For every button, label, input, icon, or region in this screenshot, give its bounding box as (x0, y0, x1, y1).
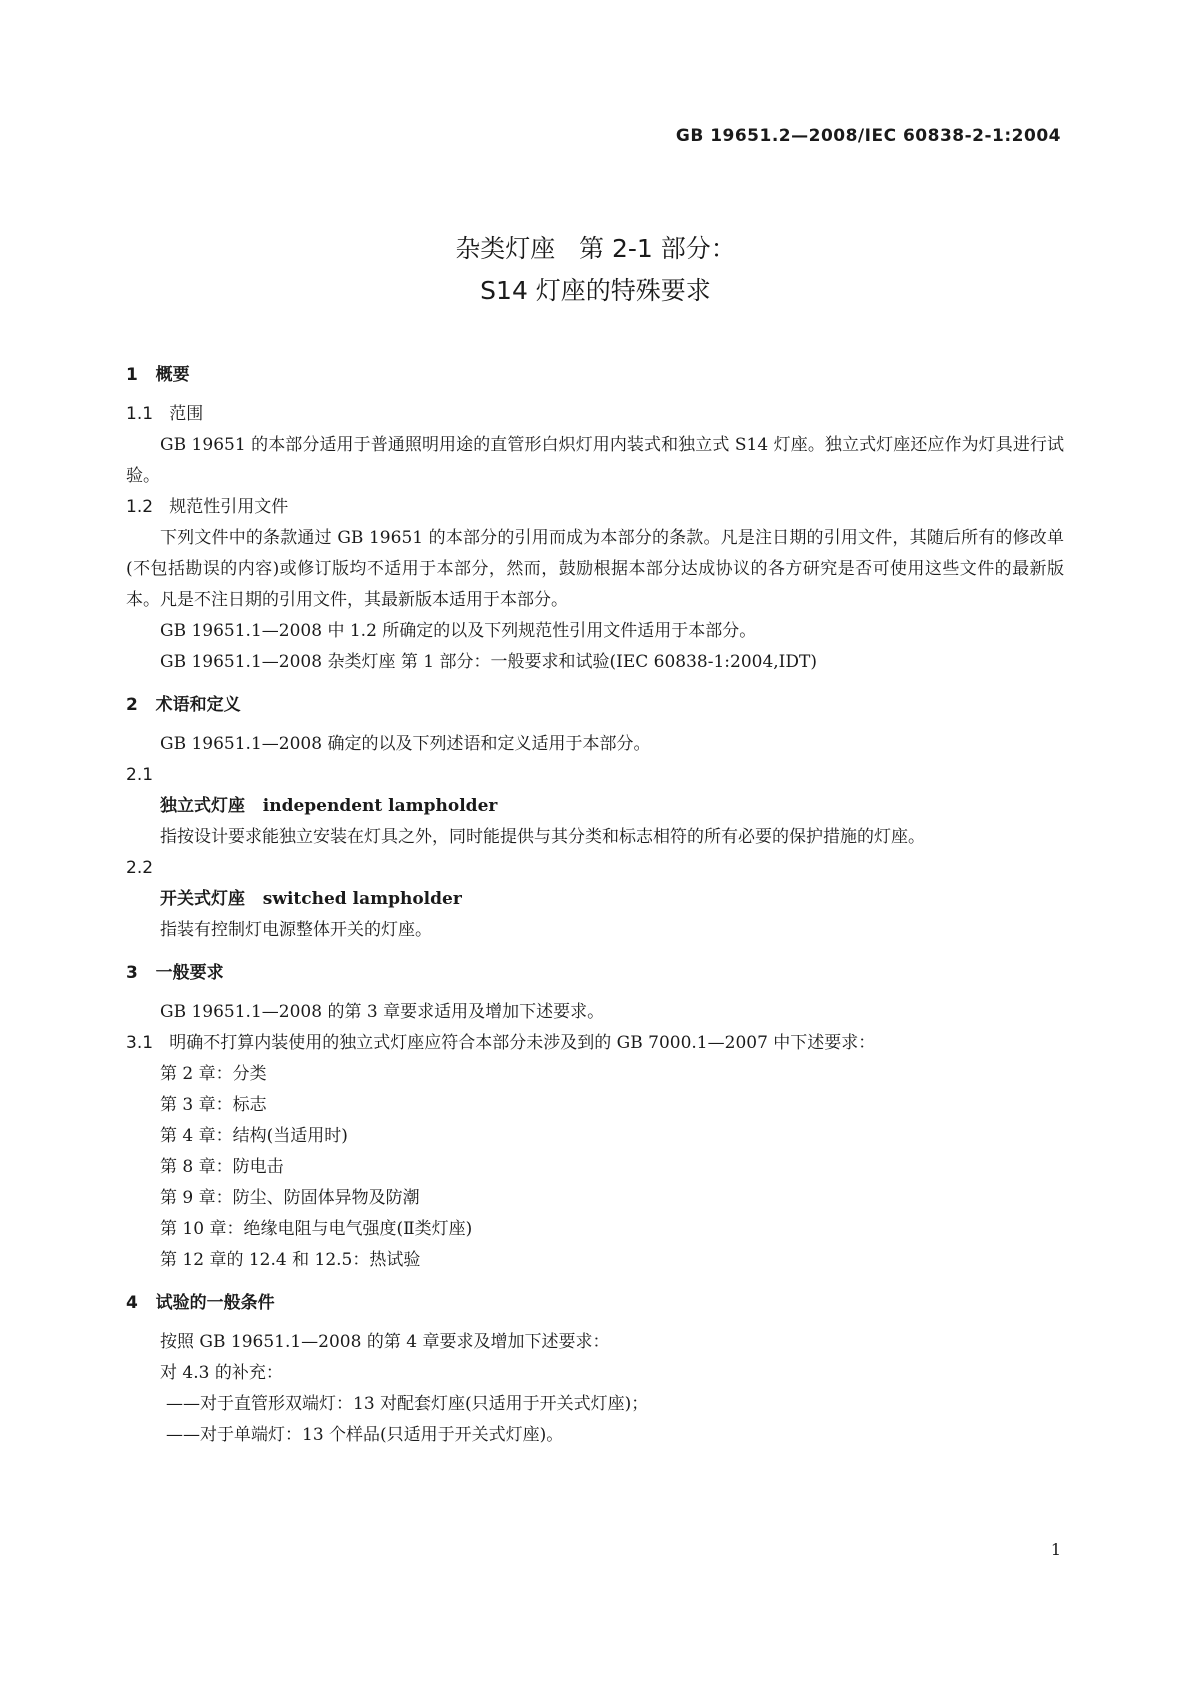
section-2-paragraph: GB 19651.1—2008 确定的以及下列述语和定义适用于本部分。 (160, 734, 651, 754)
list-item: 第 10 章：绝缘电阻与电气强度(Ⅱ类灯座) (160, 1219, 473, 1239)
definition-2-2-text: 指装有控制灯电源整体开关的灯座。 (160, 920, 432, 940)
definition-2-2-number: 2.2 (126, 858, 154, 878)
term-english: switched lampholder (262, 889, 462, 909)
document-body (126, 360, 1064, 1451)
page-number: 1 (1050, 1540, 1061, 1559)
list-item: 第 9 章：防尘、防固体异物及防潮 (160, 1188, 420, 1208)
definition-2-1-text: 指按设计要求能独立安装在灯具之外，同时能提供与其分类和标志相符的所有必要的保护措施的灯座。 (160, 827, 925, 847)
section-2-heading: 2 术语和定义 (126, 695, 241, 715)
section-4-paragraph-2: 对 4.3 的补充： (160, 1363, 283, 1383)
definition-2-1-term (126, 791, 1064, 822)
definition-2-2-term (126, 884, 1064, 915)
list-item: 第 3 章：标志 (160, 1095, 267, 1115)
list-item: 第 2 章：分类 (160, 1064, 267, 1084)
term-english: independent lampholder (262, 796, 498, 816)
definition-2-1-number: 2.1 (126, 765, 154, 785)
document-title (0, 228, 1191, 312)
section-4-heading: 4 试验的一般条件 (126, 1293, 275, 1313)
section-1-2-heading: 1.2 规范性引用文件 (126, 497, 289, 517)
section-1-1-paragraph: GB 19651 的本部分适用于普通照明用途的直管形白炽灯用内装式和独立式 S14 灯座。独立式灯座还应作为灯具进行试验。 (126, 435, 1064, 486)
standard-code: GB 19651.2—2008/IEC 60838-2-1:2004 (675, 126, 1061, 146)
clause-text: 明确不打算内装使用的独立式灯座应符合本部分未涉及到的 GB 7000.1—2007 中下述要求： (169, 1033, 876, 1053)
section-4-paragraph-1: 按照 GB 19651.1—2008 的第 4 章要求及增加下述要求： (160, 1332, 610, 1352)
section-1-1-heading: 1.1 范围 (126, 404, 204, 424)
term-chinese: 开关式灯座 (160, 889, 245, 909)
section-1-2-paragraph-2: GB 19651.1—2008 中 1.2 所确定的以及下列规范性引用文件适用于本部分。 (160, 621, 757, 641)
section-1-2-paragraph-1: 下列文件中的条款通过 GB 19651 的本部分的引用而成为本部分的条款。凡是注日期的引用文件，其随后所有的修改单(不包括勘误的内容)或修订版均不适用于本部分，然而，鼓励根据本部分达成协议的各方研究是否可使用这些文件的最新版本。凡是不注日期的引用文件，其最新版本适用于本部分。 (126, 528, 1064, 610)
title-line-1: 杂类灯座 第 2-1 部分： (455, 234, 736, 263)
term-chinese: 独立式灯座 (160, 796, 245, 816)
list-item: ——对于单端灯：13 个样品(只适用于开关式灯座)。 (166, 1425, 564, 1445)
section-3-1-clause (126, 1028, 1064, 1059)
list-item: 第 12 章的 12.4 和 12.5：热试验 (160, 1250, 421, 1270)
section-1-heading: 1 概要 (126, 365, 190, 385)
list-item: 第 4 章：结构(当适用时) (160, 1126, 348, 1146)
list-item: ——对于直管形双端灯：13 对配套灯座(只适用于开关式灯座)； (166, 1394, 649, 1414)
clause-number: 3.1 (126, 1033, 154, 1053)
title-line-2: S14 灯座的特殊要求 (480, 276, 711, 305)
normative-reference: GB 19651.1—2008 杂类灯座 第 1 部分：一般要求和试验(IEC 60838-1:2004,IDT) (160, 652, 817, 672)
list-item: 第 8 章：防电击 (160, 1157, 284, 1177)
section-3-paragraph: GB 19651.1—2008 的第 3 章要求适用及增加下述要求。 (160, 1002, 605, 1022)
section-3-heading: 3 一般要求 (126, 963, 224, 983)
